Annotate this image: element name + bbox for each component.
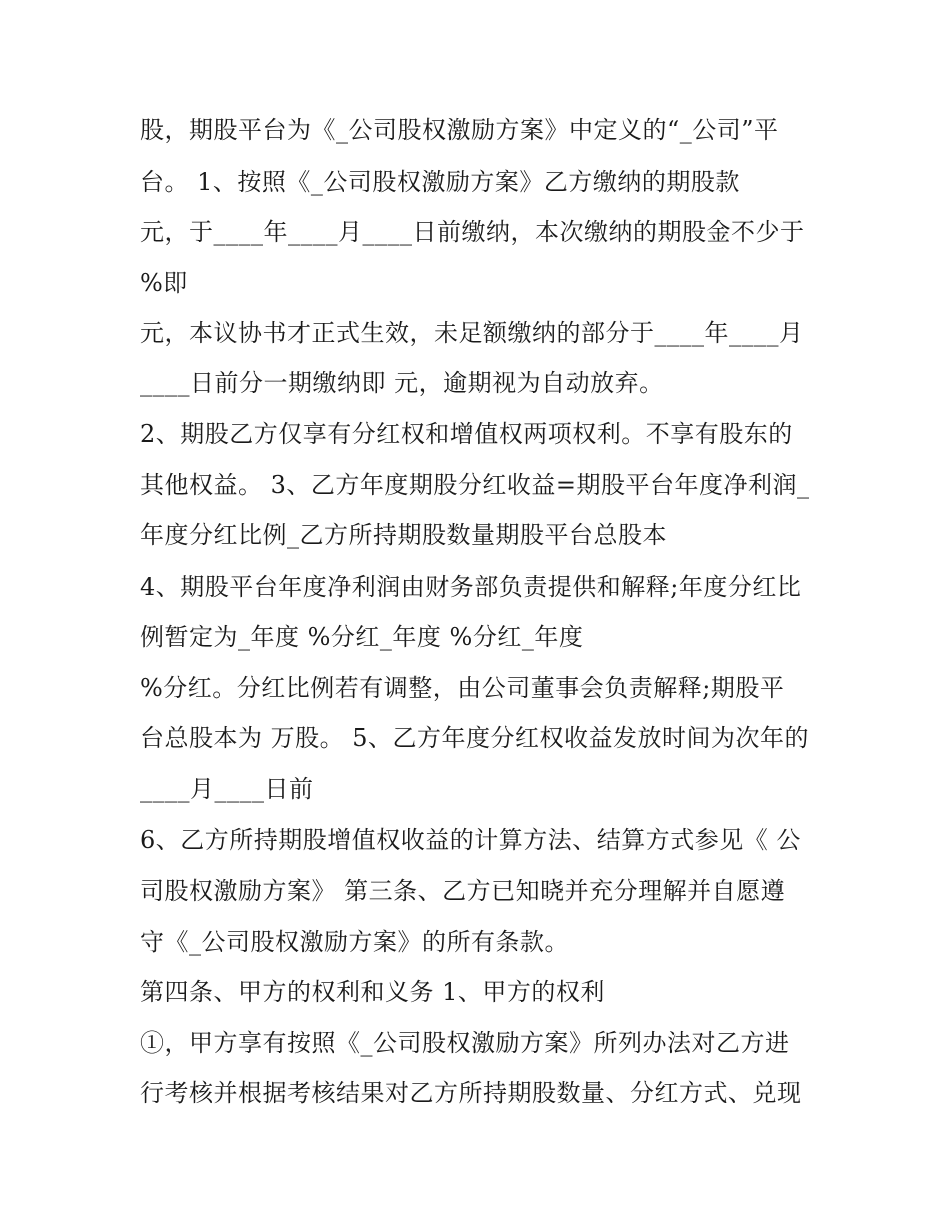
text-line: 元，于____年____月____日前缴纳，本次缴纳的期股金不少于 [140,218,805,246]
text-line: 第四条、甲方的权利和义务 1、甲方的权利 [140,978,605,1006]
text-line: 元，本议协书才正式生效，未足额缴纳的部分于____年____月 [140,319,804,347]
text-line: 2、期股乙方仅享有分红权和增值权两项权利。不享有股东的 [140,420,793,448]
text-line: 年度分红比例_乙方所持期股数量期股平台总股本 [140,521,667,549]
text-line: %即 [140,269,188,297]
text-line: 司股权激励方案》 第三条、乙方已知晓并充分理解并自愿遵 [140,877,786,905]
text-line: ①，甲方享有按照《_公司股权激励方案》所列办法对乙方进 [140,1029,790,1057]
text-line: 守《_公司股权激励方案》的所有条款。 [140,928,569,956]
text-line: 其他权益。 3、乙方年度期股分红收益=期股平台年度净利润_ [140,471,810,499]
text-line: 4、期股平台年度净利润由财务部负责提供和解释;年度分红比 [140,573,802,601]
text-line: 例暂定为_年度 %分红_年度 %分红_年度 [140,623,584,651]
text-line: 股，期股平台为《_公司股权激励方案》中定义的“_公司”平 [140,116,779,144]
text-line: 台总股本为 万股。 5、乙方年度分红权收益发放时间为次年的 [140,724,810,752]
text-line: ____月____日前 [140,775,314,803]
text-line: 行考核并根据考核结果对乙方所持期股数量、分红方式、兑现 [140,1079,802,1107]
text-line: %分红。分红比例若有调整，由公司董事会负责解释;期股平 [140,674,785,702]
text-line: ____日前分一期缴纳即 元，逾期视为自动放弃。 [140,369,664,397]
text-line: 6、乙方所持期股增值权收益的计算方法、结算方式参见《 公 [140,826,801,854]
text-line: 台。 1、按照《_公司股权激励方案》乙方缴纳的期股款 [140,168,740,196]
